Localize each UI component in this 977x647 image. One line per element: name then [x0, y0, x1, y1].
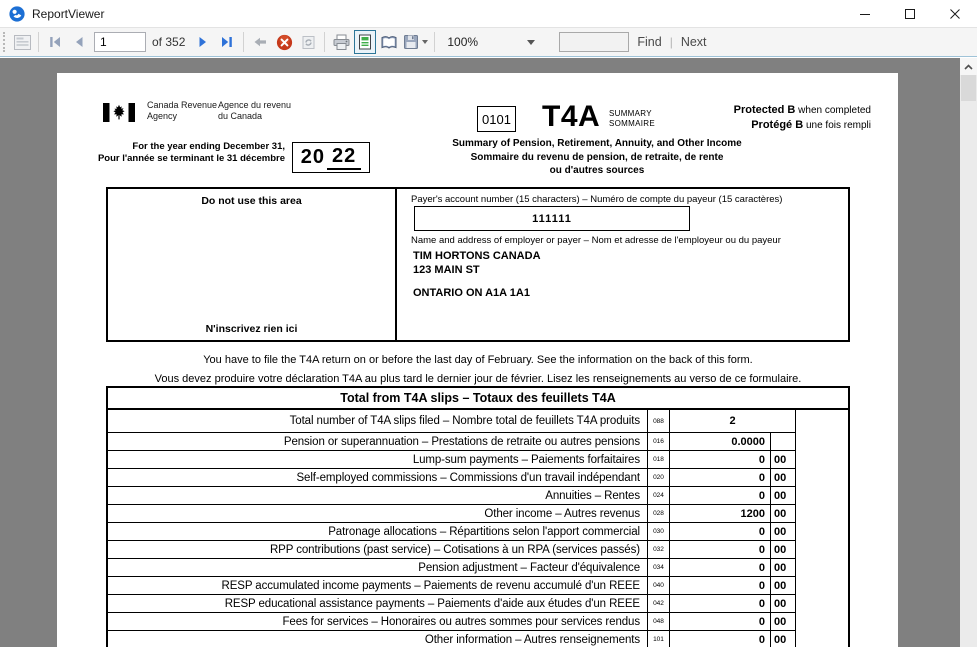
- maximize-button[interactable]: [887, 0, 932, 28]
- box-code: 024: [647, 487, 670, 504]
- box-value: 0: [758, 453, 765, 466]
- box-code: 016: [647, 433, 670, 450]
- canada-flag-icon: [103, 103, 135, 122]
- report-toolbar: [0, 28, 977, 57]
- box-code: 028: [647, 505, 670, 522]
- box-value: 0.0000: [731, 435, 765, 448]
- parameters-button: [11, 30, 33, 54]
- do-not-use-label-en: Do not use this area: [201, 195, 302, 207]
- protected-b-label: Protected B when completed Protégé B une fois rempli: [733, 104, 871, 131]
- next-link[interactable]: Next: [680, 35, 707, 49]
- box-cents: 00: [770, 631, 795, 647]
- table-row: RESP accumulated income payments – Paiements de revenu accumulé d'un REEE 040 0 00: [108, 577, 795, 595]
- export-floppy-icon: [403, 34, 419, 50]
- minimize-icon: [859, 8, 871, 20]
- last-page-icon: [220, 35, 234, 49]
- box-value: 0: [758, 543, 765, 556]
- table-row: Fees for services – Honoraires ou autres sommes pour services rendus 048 0 00: [108, 613, 795, 631]
- toolbar-separator: [324, 32, 325, 52]
- totals-table-blank-column: [795, 410, 848, 647]
- toolbar-separator: [434, 32, 435, 52]
- payer-details-area: [397, 189, 848, 340]
- box-code: 018: [647, 451, 670, 468]
- maximize-icon: [904, 8, 916, 20]
- form-name: T4A: [542, 100, 601, 133]
- box-value: 0: [758, 615, 765, 628]
- box-cents: 00: [770, 451, 795, 468]
- table-row: Other information – Autres renseignements 101 0 00: [108, 631, 795, 647]
- previous-page-icon: [72, 35, 86, 49]
- print-button[interactable]: [330, 30, 352, 54]
- previous-page-button[interactable]: [68, 30, 90, 54]
- box-value: 0: [758, 597, 765, 610]
- page-count-label: of 352: [152, 35, 186, 49]
- zoom-select[interactable]: [441, 31, 541, 53]
- totals-table-title: Total from T4A slips – Totaux des feuillets T4A: [108, 388, 848, 410]
- table-row: Other income – Autres revenus 028 1200 00: [108, 505, 795, 523]
- find-next-separator: |: [669, 35, 673, 49]
- report-canvas: [0, 58, 977, 647]
- year-ending-label: For the year ending December 31, Pour l'année se terminant le 31 décembre: [97, 141, 285, 164]
- table-row: Annuities – Rentes 024 0 00: [108, 487, 795, 505]
- first-page-button[interactable]: [44, 30, 66, 54]
- box-value: 0: [758, 579, 765, 592]
- toolbar-separator: [38, 32, 39, 52]
- box-cents: 00: [770, 595, 795, 612]
- box-cents: 00: [770, 559, 795, 576]
- report-page: [57, 73, 898, 647]
- refresh-icon: [301, 35, 316, 50]
- toolbar-grip[interactable]: [3, 32, 7, 52]
- printer-icon: [332, 34, 351, 51]
- stop-button[interactable]: [273, 30, 295, 54]
- table-row: RPP contributions (past service) – Cotisations à un RPA (services passés) 032 0 00: [108, 541, 795, 559]
- box-value: 0: [758, 489, 765, 502]
- form-title: Summary of Pension, Retirement, Annuity, and Other Income Sommaire du revenu de pension, de retraite, de rente ou d'autres sources: [452, 138, 742, 176]
- tax-year-box: 20 22: [292, 142, 370, 173]
- page-setup-button[interactable]: [378, 30, 400, 54]
- table-row: Pension adjustment – Facteur d'équivalence 034 0 00: [108, 559, 795, 577]
- title-bar: [0, 0, 977, 28]
- box-cents: 00: [770, 505, 795, 522]
- refresh-button: [297, 30, 319, 54]
- table-row: Patronage allocations – Répartitions selon l'apport commercial 030 0 00: [108, 523, 795, 541]
- box-cents: 00: [770, 469, 795, 486]
- box-value: 0: [758, 633, 765, 646]
- box-code: 032: [647, 541, 670, 558]
- minimize-button[interactable]: [842, 0, 887, 28]
- app-icon: [9, 6, 25, 22]
- do-not-use-area: [108, 189, 397, 340]
- box-value: 2: [729, 415, 736, 427]
- parameters-panel-icon: [14, 35, 31, 50]
- account-number-label: Payer's account number (15 characters) – Numéro de compte du payeur (15 caractères): [411, 194, 783, 205]
- chevron-up-icon: [964, 64, 973, 70]
- table-row: RESP educational assistance payments – Paiements d'aide aux études d'un REEE 042 0 00: [108, 595, 795, 613]
- agency-name-fr: Agence du revenu du Canada: [218, 100, 292, 121]
- box-code: 048: [647, 613, 670, 630]
- next-page-button[interactable]: [192, 30, 214, 54]
- box-cents: 00: [770, 577, 795, 594]
- box-value: 0: [758, 561, 765, 574]
- box-cents: [770, 433, 795, 450]
- box-code: 020: [647, 469, 670, 486]
- table-row: Self-employed commissions – Commissions d'un travail indépendant 020 0 00: [108, 469, 795, 487]
- payer-city: ONTARIO ON A1A 1A1: [413, 287, 530, 299]
- find-input[interactable]: [559, 32, 629, 52]
- box-code: 040: [647, 577, 670, 594]
- back-button: [249, 30, 271, 54]
- box-cents: 00: [770, 487, 795, 504]
- vertical-scrollbar[interactable]: [960, 58, 977, 647]
- close-button[interactable]: [932, 0, 977, 28]
- zoom-caret-icon: [527, 40, 535, 45]
- export-caret-icon: [422, 40, 428, 44]
- name-address-label: Name and address of employer or payer – Nom et adresse de l'employeur ou du payeur: [411, 235, 781, 246]
- table-row: Total number of T4A slips filed – Nombre total de feuillets T4A produits 088 2: [108, 410, 795, 433]
- last-page-button[interactable]: [216, 30, 238, 54]
- box-code: 034: [647, 559, 670, 576]
- print-layout-icon: [357, 34, 373, 50]
- payer-name-address: TIM HORTONS CANADA 123 MAIN ST: [413, 250, 541, 276]
- back-arrow-icon: [253, 35, 268, 49]
- box-cents: 00: [770, 613, 795, 630]
- box-value: 1200: [740, 507, 765, 520]
- box-code: 030: [647, 523, 670, 540]
- box-code: 101: [647, 631, 670, 647]
- export-button[interactable]: [402, 30, 429, 54]
- box-value: 0: [758, 471, 765, 484]
- stop-icon: [276, 34, 293, 51]
- window-title: ReportViewer: [32, 6, 105, 21]
- do-not-use-label-fr: N'inscrivez rien ici: [205, 323, 298, 335]
- current-page-input[interactable]: [94, 32, 146, 52]
- print-layout-button[interactable]: [354, 30, 376, 54]
- table-row: Lump-sum payments – Paiements forfaitaires 018 0 00: [108, 451, 795, 469]
- box-cents: 00: [770, 523, 795, 540]
- first-page-icon: [48, 35, 62, 49]
- totals-table: [106, 386, 850, 647]
- zoom-value: 100%: [447, 35, 479, 49]
- account-number-value: 111111: [414, 206, 690, 231]
- table-row: Pension or superannuation – Prestations de retraite ou autres pensions 016 0.0000: [108, 433, 795, 451]
- box-code: 042: [647, 595, 670, 612]
- box-cents: 00: [770, 541, 795, 558]
- summary-sommaire-label: SUMMARY SOMMAIRE: [609, 109, 655, 128]
- toolbar-separator: [243, 32, 244, 52]
- box-code: 088: [647, 410, 670, 432]
- find-link[interactable]: Find: [637, 35, 662, 49]
- agency-name-en: Canada Revenue Agency: [147, 100, 218, 121]
- next-page-icon: [196, 35, 210, 49]
- scroll-up-button[interactable]: [960, 58, 977, 75]
- filing-deadline-note: You have to file the T4A return on or before the last day of February. See the information on the back of this form. Vous devez produire votre déclaration T4A au plus tard le dernier jour de février. Lisez les renseignements au verso de ce formulaire.: [154, 354, 802, 385]
- scrollbar-thumb[interactable]: [961, 75, 976, 101]
- box-value: 0: [758, 525, 765, 538]
- form-code-box: 0101: [477, 106, 516, 132]
- payer-info-box: [106, 187, 850, 342]
- close-icon: [949, 8, 961, 20]
- page-setup-book-icon: [380, 35, 398, 50]
